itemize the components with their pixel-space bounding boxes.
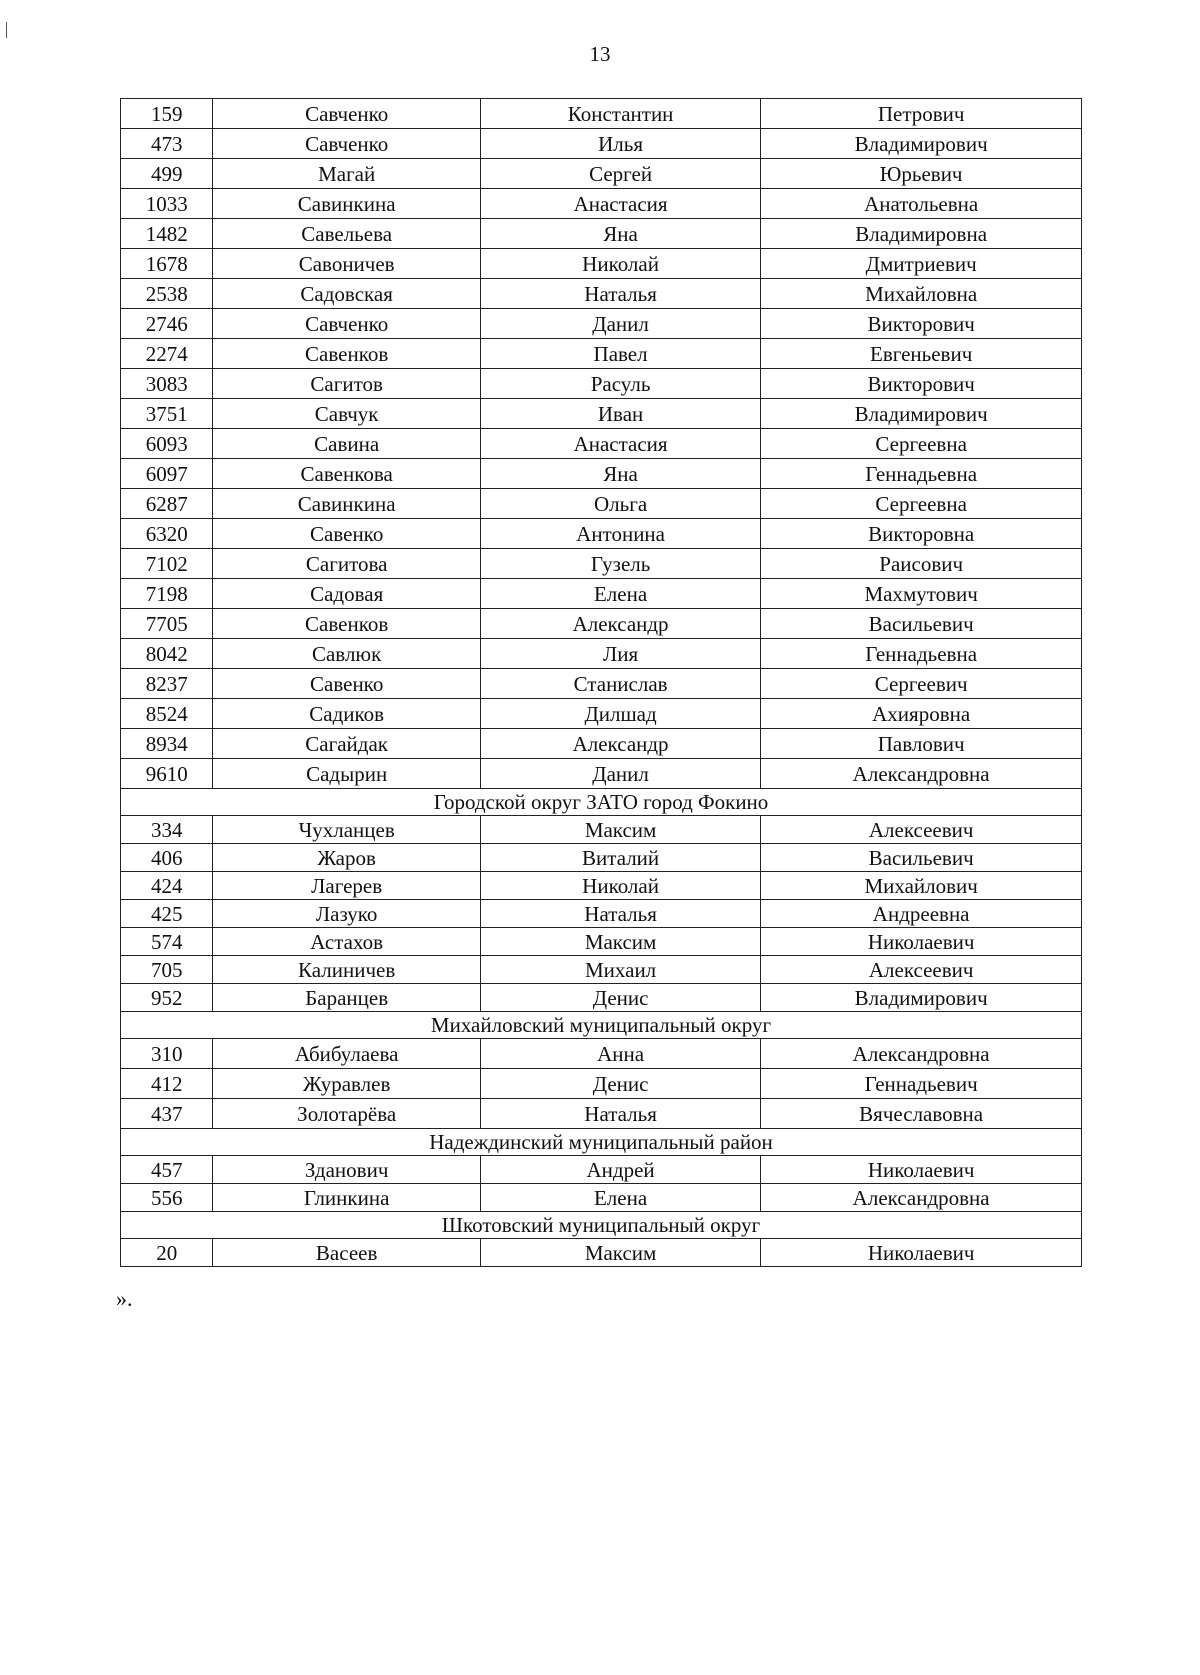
row-number-cell: 457 (121, 1156, 213, 1184)
row-number-cell: 159 (121, 99, 213, 129)
patronymic-cell: Сергеевна (761, 489, 1082, 519)
patronymic-cell: Викторович (761, 309, 1082, 339)
table-row (121, 1039, 1082, 1069)
participants-table (120, 98, 1082, 1267)
patronymic-cell: Алексеевич (761, 816, 1082, 844)
patronymic-cell: Викторовна (761, 519, 1082, 549)
last-name-cell: Савенков (213, 339, 480, 369)
table-row (121, 399, 1082, 429)
first-name-cell: Максим (480, 816, 760, 844)
row-number-cell: 425 (121, 900, 213, 928)
section-title: Михайловский муниципальный округ (121, 1012, 1082, 1039)
first-name-cell: Денис (480, 984, 760, 1012)
last-name-cell: Сагитова (213, 549, 480, 579)
first-name-cell: Станислав (480, 669, 760, 699)
table-row (121, 129, 1082, 159)
patronymic-cell: Владимирович (761, 129, 1082, 159)
patronymic-cell: Ахияровна (761, 699, 1082, 729)
first-name-cell: Андрей (480, 1156, 760, 1184)
row-number-cell: 556 (121, 1184, 213, 1212)
first-name-cell: Максим (480, 1239, 760, 1267)
first-name-cell: Анастасия (480, 429, 760, 459)
section-header-row (121, 789, 1082, 816)
table-row (121, 900, 1082, 928)
table-row (121, 699, 1082, 729)
section-title: Надеждинский муниципальный район (121, 1129, 1082, 1156)
last-name-cell: Сагитов (213, 369, 480, 399)
patronymic-cell: Александровна (761, 759, 1082, 789)
last-name-cell: Савенков (213, 609, 480, 639)
first-name-cell: Максим (480, 928, 760, 956)
patronymic-cell: Геннадьевна (761, 639, 1082, 669)
first-name-cell: Данил (480, 759, 760, 789)
row-number-cell: 574 (121, 928, 213, 956)
row-number-cell: 8524 (121, 699, 213, 729)
table-row (121, 1069, 1082, 1099)
row-number-cell: 952 (121, 984, 213, 1012)
table-row (121, 1184, 1082, 1212)
row-number-cell: 2538 (121, 279, 213, 309)
row-number-cell: 705 (121, 956, 213, 984)
row-number-cell: 8934 (121, 729, 213, 759)
row-number-cell: 2746 (121, 309, 213, 339)
table-row (121, 729, 1082, 759)
last-name-cell: Чухланцев (213, 816, 480, 844)
table-row (121, 339, 1082, 369)
table-row (121, 639, 1082, 669)
first-name-cell: Елена (480, 579, 760, 609)
first-name-cell: Яна (480, 459, 760, 489)
last-name-cell: Савинкина (213, 489, 480, 519)
row-number-cell: 2274 (121, 339, 213, 369)
first-name-cell: Виталий (480, 844, 760, 872)
first-name-cell: Михаил (480, 956, 760, 984)
patronymic-cell: Васильевич (761, 609, 1082, 639)
table-row (121, 1099, 1082, 1129)
table-row (121, 189, 1082, 219)
patronymic-cell: Евгеньевич (761, 339, 1082, 369)
last-name-cell: Лазуко (213, 900, 480, 928)
row-number-cell: 334 (121, 816, 213, 844)
table-row (121, 1239, 1082, 1267)
table-row (121, 369, 1082, 399)
first-name-cell: Наталья (480, 900, 760, 928)
row-number-cell: 8237 (121, 669, 213, 699)
row-number-cell: 8042 (121, 639, 213, 669)
last-name-cell: Абибулаева (213, 1039, 480, 1069)
row-number-cell: 6093 (121, 429, 213, 459)
last-name-cell: Баранцев (213, 984, 480, 1012)
participants-table-body (121, 99, 1082, 1267)
patronymic-cell: Махмутович (761, 579, 1082, 609)
last-name-cell: Сагайдак (213, 729, 480, 759)
last-name-cell: Калиничев (213, 956, 480, 984)
table-row (121, 429, 1082, 459)
table-row (121, 759, 1082, 789)
first-name-cell: Денис (480, 1069, 760, 1099)
last-name-cell: Савельева (213, 219, 480, 249)
row-number-cell: 437 (121, 1099, 213, 1129)
row-number-cell: 3083 (121, 369, 213, 399)
first-name-cell: Илья (480, 129, 760, 159)
row-number-cell: 499 (121, 159, 213, 189)
last-name-cell: Савченко (213, 129, 480, 159)
table-row (121, 1156, 1082, 1184)
patronymic-cell: Петрович (761, 99, 1082, 129)
first-name-cell: Константин (480, 99, 760, 129)
first-name-cell: Гузель (480, 549, 760, 579)
last-name-cell: Золотарёва (213, 1099, 480, 1129)
last-name-cell: Глинкина (213, 1184, 480, 1212)
patronymic-cell: Сергеевич (761, 669, 1082, 699)
patronymic-cell: Андреевна (761, 900, 1082, 928)
page-number: 13 (589, 42, 611, 66)
first-name-cell: Расуль (480, 369, 760, 399)
last-name-cell: Садовая (213, 579, 480, 609)
patronymic-cell: Николаевич (761, 928, 1082, 956)
row-number-cell: 6320 (121, 519, 213, 549)
table-row (121, 872, 1082, 900)
row-number-cell: 1678 (121, 249, 213, 279)
patronymic-cell: Павлович (761, 729, 1082, 759)
table-row (121, 219, 1082, 249)
first-name-cell: Павел (480, 339, 760, 369)
row-number-cell: 424 (121, 872, 213, 900)
last-name-cell: Савинкина (213, 189, 480, 219)
first-name-cell: Николай (480, 872, 760, 900)
last-name-cell: Магай (213, 159, 480, 189)
last-name-cell: Садовская (213, 279, 480, 309)
patronymic-cell: Алексеевич (761, 956, 1082, 984)
patronymic-cell: Александровна (761, 1039, 1082, 1069)
row-number-cell: 9610 (121, 759, 213, 789)
patronymic-cell: Дмитриевич (761, 249, 1082, 279)
last-name-cell: Садырин (213, 759, 480, 789)
patronymic-cell: Владимирович (761, 984, 1082, 1012)
last-name-cell: Зданович (213, 1156, 480, 1184)
row-number-cell: 473 (121, 129, 213, 159)
table-row (121, 984, 1082, 1012)
last-name-cell: Лагерев (213, 872, 480, 900)
first-name-cell: Елена (480, 1184, 760, 1212)
table-row (121, 609, 1082, 639)
row-number-cell: 7705 (121, 609, 213, 639)
patronymic-cell: Васильевич (761, 844, 1082, 872)
last-name-cell: Садиков (213, 699, 480, 729)
section-header-row (121, 1012, 1082, 1039)
first-name-cell: Наталья (480, 279, 760, 309)
row-number-cell: 412 (121, 1069, 213, 1099)
table-row (121, 579, 1082, 609)
row-number-cell: 6287 (121, 489, 213, 519)
patronymic-cell: Владимировна (761, 219, 1082, 249)
row-number-cell: 1482 (121, 219, 213, 249)
table-row (121, 549, 1082, 579)
scan-artifact-line (6, 22, 7, 38)
row-number-cell: 1033 (121, 189, 213, 219)
last-name-cell: Жаров (213, 844, 480, 872)
section-header-row (121, 1129, 1082, 1156)
patronymic-cell: Сергеевна (761, 429, 1082, 459)
table-row (121, 956, 1082, 984)
table-row (121, 99, 1082, 129)
patronymic-cell: Николаевич (761, 1239, 1082, 1267)
patronymic-cell: Вячеславовна (761, 1099, 1082, 1129)
table-row (121, 669, 1082, 699)
first-name-cell: Александр (480, 729, 760, 759)
first-name-cell: Данил (480, 309, 760, 339)
last-name-cell: Астахов (213, 928, 480, 956)
table-row (121, 279, 1082, 309)
last-name-cell: Савчук (213, 399, 480, 429)
patronymic-cell: Михайловна (761, 279, 1082, 309)
first-name-cell: Дилшад (480, 699, 760, 729)
last-name-cell: Савченко (213, 309, 480, 339)
patronymic-cell: Викторович (761, 369, 1082, 399)
first-name-cell: Анна (480, 1039, 760, 1069)
last-name-cell: Савлюк (213, 639, 480, 669)
last-name-cell: Савенко (213, 519, 480, 549)
first-name-cell: Анастасия (480, 189, 760, 219)
first-name-cell: Яна (480, 219, 760, 249)
first-name-cell: Николай (480, 249, 760, 279)
first-name-cell: Ольга (480, 489, 760, 519)
row-number-cell: 20 (121, 1239, 213, 1267)
last-name-cell: Савина (213, 429, 480, 459)
patronymic-cell: Михайлович (761, 872, 1082, 900)
first-name-cell: Александр (480, 609, 760, 639)
table-row (121, 159, 1082, 189)
row-number-cell: 6097 (121, 459, 213, 489)
section-header-row (121, 1212, 1082, 1239)
patronymic-cell: Анатольевна (761, 189, 1082, 219)
patronymic-cell: Раисович (761, 549, 1082, 579)
patronymic-cell: Александровна (761, 1184, 1082, 1212)
patronymic-cell: Геннадьевна (761, 459, 1082, 489)
table-row (121, 844, 1082, 872)
table-row (121, 249, 1082, 279)
section-title: Шкотовский муниципальный округ (121, 1212, 1082, 1239)
first-name-cell: Иван (480, 399, 760, 429)
last-name-cell: Савоничев (213, 249, 480, 279)
first-name-cell: Антонина (480, 519, 760, 549)
patronymic-cell: Юрьевич (761, 159, 1082, 189)
table-row (121, 928, 1082, 956)
table-row (121, 489, 1082, 519)
row-number-cell: 3751 (121, 399, 213, 429)
table-row (121, 309, 1082, 339)
section-title: Городской округ ЗАТО город Фокино (121, 789, 1082, 816)
patronymic-cell: Николаевич (761, 1156, 1082, 1184)
last-name-cell: Журавлев (213, 1069, 480, 1099)
table-row (121, 816, 1082, 844)
last-name-cell: Савенкова (213, 459, 480, 489)
last-name-cell: Савенко (213, 669, 480, 699)
row-number-cell: 7102 (121, 549, 213, 579)
first-name-cell: Лия (480, 639, 760, 669)
last-name-cell: Васеев (213, 1239, 480, 1267)
table-row (121, 519, 1082, 549)
patronymic-cell: Геннадьевич (761, 1069, 1082, 1099)
first-name-cell: Сергей (480, 159, 760, 189)
patronymic-cell: Владимирович (761, 399, 1082, 429)
row-number-cell: 406 (121, 844, 213, 872)
row-number-cell: 310 (121, 1039, 213, 1069)
last-name-cell: Савченко (213, 99, 480, 129)
row-number-cell: 7198 (121, 579, 213, 609)
first-name-cell: Наталья (480, 1099, 760, 1129)
closing-quote-mark: ». (116, 1286, 133, 1311)
table-row (121, 459, 1082, 489)
